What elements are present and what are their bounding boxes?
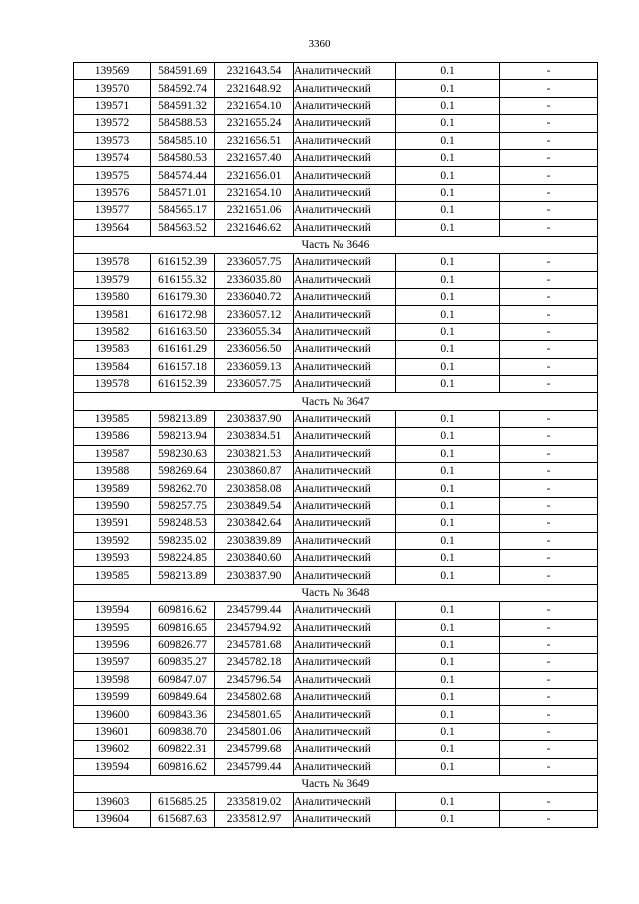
x-coordinate-cell: 615687.63 [151, 810, 215, 827]
method-cell: Аналитический [294, 532, 396, 549]
x-coordinate-cell: 598224.85 [151, 549, 215, 566]
table-row [74, 132, 598, 149]
method-cell: Аналитический [294, 462, 396, 479]
accuracy-cell: 0.1 [396, 63, 500, 80]
table-row [74, 810, 598, 827]
table-row [74, 306, 598, 323]
description-cell: - [500, 80, 598, 97]
point-number-cell: 139580 [74, 289, 151, 306]
x-coordinate-cell: 598257.75 [151, 497, 215, 514]
description-cell: - [500, 480, 598, 497]
method-cell: Аналитический [294, 689, 396, 706]
method-cell: Аналитический [294, 358, 396, 375]
method-cell: Аналитический [294, 758, 396, 775]
accuracy-cell: 0.1 [396, 97, 500, 114]
description-cell: - [500, 445, 598, 462]
point-number-cell: 139586 [74, 428, 151, 445]
point-number-cell: 139576 [74, 184, 151, 201]
accuracy-cell: 0.1 [396, 532, 500, 549]
point-number-cell: 139604 [74, 810, 151, 827]
x-coordinate-cell: 584574.44 [151, 167, 215, 184]
accuracy-cell: 0.1 [396, 289, 500, 306]
description-cell: - [500, 602, 598, 619]
table-row [74, 462, 598, 479]
table-row [74, 323, 598, 340]
description-cell: - [500, 306, 598, 323]
table-row [74, 254, 598, 271]
x-coordinate-cell: 609816.62 [151, 758, 215, 775]
y-coordinate-cell: 2321657.40 [215, 149, 294, 166]
y-coordinate-cell: 2303834.51 [215, 428, 294, 445]
method-cell: Аналитический [294, 271, 396, 288]
accuracy-cell: 0.1 [396, 184, 500, 201]
method-cell: Аналитический [294, 254, 396, 271]
point-number-cell: 139570 [74, 80, 151, 97]
description-cell: - [500, 202, 598, 219]
method-cell: Аналитический [294, 341, 396, 358]
table-row [74, 376, 598, 393]
x-coordinate-cell: 598262.70 [151, 480, 215, 497]
table-row [74, 167, 598, 184]
point-number-cell: 139581 [74, 306, 151, 323]
description-cell: - [500, 497, 598, 514]
description-cell: - [500, 532, 598, 549]
table-row [74, 515, 598, 532]
method-cell: Аналитический [294, 445, 396, 462]
method-cell: Аналитический [294, 619, 396, 636]
point-number-cell: 139582 [74, 323, 151, 340]
accuracy-cell: 0.1 [396, 323, 500, 340]
description-cell: - [500, 706, 598, 723]
x-coordinate-cell: 609822.31 [151, 741, 215, 758]
point-number-cell: 139591 [74, 515, 151, 532]
table-row [74, 358, 598, 375]
accuracy-cell: 0.1 [396, 654, 500, 671]
table-row [74, 758, 598, 775]
table-row [74, 689, 598, 706]
point-number-cell: 139583 [74, 341, 151, 358]
x-coordinate-cell: 616152.39 [151, 254, 215, 271]
x-coordinate-cell: 584571.01 [151, 184, 215, 201]
method-cell: Аналитический [294, 671, 396, 688]
table-row [74, 723, 598, 740]
description-cell: - [500, 376, 598, 393]
method-cell: Аналитический [294, 410, 396, 427]
table-row [74, 219, 598, 236]
accuracy-cell: 0.1 [396, 358, 500, 375]
x-coordinate-cell: 616179.30 [151, 289, 215, 306]
x-coordinate-cell: 598248.53 [151, 515, 215, 532]
y-coordinate-cell: 2345782.18 [215, 654, 294, 671]
method-cell: Аналитический [294, 810, 396, 827]
method-cell: Аналитический [294, 567, 396, 584]
table-row [74, 149, 598, 166]
y-coordinate-cell: 2345799.68 [215, 741, 294, 758]
y-coordinate-cell: 2303837.90 [215, 410, 294, 427]
method-cell: Аналитический [294, 219, 396, 236]
x-coordinate-cell: 598269.64 [151, 462, 215, 479]
y-coordinate-cell: 2303840.60 [215, 549, 294, 566]
y-coordinate-cell: 2321651.06 [215, 202, 294, 219]
y-coordinate-cell: 2345781.68 [215, 636, 294, 653]
description-cell: - [500, 184, 598, 201]
x-coordinate-cell: 598230.63 [151, 445, 215, 462]
table-row [74, 428, 598, 445]
y-coordinate-cell: 2321656.01 [215, 167, 294, 184]
method-cell: Аналитический [294, 654, 396, 671]
accuracy-cell: 0.1 [396, 167, 500, 184]
point-number-cell: 139590 [74, 497, 151, 514]
method-cell: Аналитический [294, 480, 396, 497]
description-cell: - [500, 63, 598, 80]
accuracy-cell: 0.1 [396, 219, 500, 236]
description-cell: - [500, 793, 598, 810]
x-coordinate-cell: 616152.39 [151, 376, 215, 393]
table-row [74, 63, 598, 80]
x-coordinate-cell: 609835.27 [151, 654, 215, 671]
accuracy-cell: 0.1 [396, 671, 500, 688]
x-coordinate-cell: 609816.62 [151, 602, 215, 619]
accuracy-cell: 0.1 [396, 706, 500, 723]
method-cell: Аналитический [294, 289, 396, 306]
point-number-cell: 139601 [74, 723, 151, 740]
description-cell: - [500, 97, 598, 114]
accuracy-cell: 0.1 [396, 810, 500, 827]
x-coordinate-cell: 609847.07 [151, 671, 215, 688]
description-cell: - [500, 671, 598, 688]
description-cell: - [500, 219, 598, 236]
accuracy-cell: 0.1 [396, 132, 500, 149]
y-coordinate-cell: 2345799.44 [215, 602, 294, 619]
section-row [74, 393, 598, 410]
table-row [74, 115, 598, 132]
y-coordinate-cell: 2303842.64 [215, 515, 294, 532]
method-cell: Аналитический [294, 602, 396, 619]
section-title: Часть № 3648 [74, 584, 598, 601]
point-number-cell: 139602 [74, 741, 151, 758]
point-number-cell: 139595 [74, 619, 151, 636]
method-cell: Аналитический [294, 706, 396, 723]
method-cell: Аналитический [294, 497, 396, 514]
y-coordinate-cell: 2321646.62 [215, 219, 294, 236]
coordinates-table-body [74, 63, 598, 828]
x-coordinate-cell: 598213.94 [151, 428, 215, 445]
description-cell: - [500, 549, 598, 566]
method-cell: Аналитический [294, 80, 396, 97]
method-cell: Аналитический [294, 184, 396, 201]
y-coordinate-cell: 2321656.51 [215, 132, 294, 149]
y-coordinate-cell: 2336056.50 [215, 341, 294, 358]
table-row [74, 341, 598, 358]
point-number-cell: 139585 [74, 567, 151, 584]
y-coordinate-cell: 2345802.68 [215, 689, 294, 706]
point-number-cell: 139574 [74, 149, 151, 166]
point-number-cell: 139573 [74, 132, 151, 149]
method-cell: Аналитический [294, 63, 396, 80]
y-coordinate-cell: 2303821.53 [215, 445, 294, 462]
accuracy-cell: 0.1 [396, 428, 500, 445]
point-number-cell: 139597 [74, 654, 151, 671]
accuracy-cell: 0.1 [396, 723, 500, 740]
accuracy-cell: 0.1 [396, 549, 500, 566]
method-cell: Аналитический [294, 741, 396, 758]
description-cell: - [500, 636, 598, 653]
description-cell: - [500, 271, 598, 288]
description-cell: - [500, 428, 598, 445]
description-cell: - [500, 323, 598, 340]
accuracy-cell: 0.1 [396, 410, 500, 427]
point-number-cell: 139585 [74, 410, 151, 427]
description-cell: - [500, 723, 598, 740]
description-cell: - [500, 149, 598, 166]
accuracy-cell: 0.1 [396, 202, 500, 219]
y-coordinate-cell: 2336059.13 [215, 358, 294, 375]
description-cell: - [500, 167, 598, 184]
section-title: Часть № 3647 [74, 393, 598, 410]
description-cell: - [500, 654, 598, 671]
table-row [74, 480, 598, 497]
x-coordinate-cell: 598213.89 [151, 567, 215, 584]
section-row [74, 584, 598, 601]
coordinates-table [73, 62, 598, 828]
point-number-cell: 139588 [74, 462, 151, 479]
table-row [74, 602, 598, 619]
description-cell: - [500, 410, 598, 427]
x-coordinate-cell: 616155.32 [151, 271, 215, 288]
x-coordinate-cell: 598213.89 [151, 410, 215, 427]
point-number-cell: 139569 [74, 63, 151, 80]
y-coordinate-cell: 2345794.92 [215, 619, 294, 636]
method-cell: Аналитический [294, 515, 396, 532]
point-number-cell: 139603 [74, 793, 151, 810]
point-number-cell: 139596 [74, 636, 151, 653]
table-row [74, 636, 598, 653]
point-number-cell: 139564 [74, 219, 151, 236]
table-row [74, 289, 598, 306]
y-coordinate-cell: 2345801.65 [215, 706, 294, 723]
accuracy-cell: 0.1 [396, 741, 500, 758]
y-coordinate-cell: 2336040.72 [215, 289, 294, 306]
section-row [74, 776, 598, 793]
point-number-cell: 139579 [74, 271, 151, 288]
x-coordinate-cell: 616172.98 [151, 306, 215, 323]
accuracy-cell: 0.1 [396, 619, 500, 636]
point-number-cell: 139584 [74, 358, 151, 375]
method-cell: Аналитический [294, 376, 396, 393]
x-coordinate-cell: 598235.02 [151, 532, 215, 549]
method-cell: Аналитический [294, 323, 396, 340]
x-coordinate-cell: 584563.52 [151, 219, 215, 236]
x-coordinate-cell: 616157.18 [151, 358, 215, 375]
point-number-cell: 139599 [74, 689, 151, 706]
section-title: Часть № 3646 [74, 236, 598, 253]
point-number-cell: 139578 [74, 254, 151, 271]
method-cell: Аналитический [294, 549, 396, 566]
x-coordinate-cell: 616161.29 [151, 341, 215, 358]
x-coordinate-cell: 609843.36 [151, 706, 215, 723]
point-number-cell: 139571 [74, 97, 151, 114]
accuracy-cell: 0.1 [396, 445, 500, 462]
x-coordinate-cell: 609816.65 [151, 619, 215, 636]
accuracy-cell: 0.1 [396, 254, 500, 271]
description-cell: - [500, 289, 598, 306]
point-number-cell: 139572 [74, 115, 151, 132]
method-cell: Аналитический [294, 115, 396, 132]
x-coordinate-cell: 584585.10 [151, 132, 215, 149]
y-coordinate-cell: 2345799.44 [215, 758, 294, 775]
description-cell: - [500, 810, 598, 827]
description-cell: - [500, 254, 598, 271]
method-cell: Аналитический [294, 428, 396, 445]
x-coordinate-cell: 609849.64 [151, 689, 215, 706]
table-row [74, 532, 598, 549]
x-coordinate-cell: 584565.17 [151, 202, 215, 219]
table-row [74, 741, 598, 758]
description-cell: - [500, 132, 598, 149]
y-coordinate-cell: 2303849.54 [215, 497, 294, 514]
point-number-cell: 139589 [74, 480, 151, 497]
method-cell: Аналитический [294, 149, 396, 166]
accuracy-cell: 0.1 [396, 462, 500, 479]
x-coordinate-cell: 584591.69 [151, 63, 215, 80]
y-coordinate-cell: 2321648.92 [215, 80, 294, 97]
point-number-cell: 139594 [74, 758, 151, 775]
x-coordinate-cell: 615685.25 [151, 793, 215, 810]
table-row [74, 706, 598, 723]
y-coordinate-cell: 2336055.34 [215, 323, 294, 340]
accuracy-cell: 0.1 [396, 271, 500, 288]
description-cell: - [500, 567, 598, 584]
page-number: 3360 [308, 38, 331, 50]
description-cell: - [500, 115, 598, 132]
point-number-cell: 139587 [74, 445, 151, 462]
y-coordinate-cell: 2336057.75 [215, 376, 294, 393]
accuracy-cell: 0.1 [396, 115, 500, 132]
table-row [74, 445, 598, 462]
accuracy-cell: 0.1 [396, 793, 500, 810]
accuracy-cell: 0.1 [396, 636, 500, 653]
accuracy-cell: 0.1 [396, 602, 500, 619]
point-number-cell: 139578 [74, 376, 151, 393]
y-coordinate-cell: 2335819.02 [215, 793, 294, 810]
accuracy-cell: 0.1 [396, 515, 500, 532]
point-number-cell: 139593 [74, 549, 151, 566]
accuracy-cell: 0.1 [396, 689, 500, 706]
method-cell: Аналитический [294, 306, 396, 323]
accuracy-cell: 0.1 [396, 758, 500, 775]
method-cell: Аналитический [294, 202, 396, 219]
description-cell: - [500, 619, 598, 636]
description-cell: - [500, 741, 598, 758]
y-coordinate-cell: 2303858.08 [215, 480, 294, 497]
point-number-cell: 139575 [74, 167, 151, 184]
section-row [74, 236, 598, 253]
table-row [74, 619, 598, 636]
description-cell: - [500, 689, 598, 706]
table-row [74, 671, 598, 688]
x-coordinate-cell: 584580.53 [151, 149, 215, 166]
x-coordinate-cell: 584592.74 [151, 80, 215, 97]
table-row [74, 184, 598, 201]
y-coordinate-cell: 2336035.80 [215, 271, 294, 288]
description-cell: - [500, 358, 598, 375]
method-cell: Аналитический [294, 793, 396, 810]
y-coordinate-cell: 2345801.06 [215, 723, 294, 740]
section-title: Часть № 3649 [74, 776, 598, 793]
x-coordinate-cell: 616163.50 [151, 323, 215, 340]
y-coordinate-cell: 2321643.54 [215, 63, 294, 80]
table-row [74, 497, 598, 514]
y-coordinate-cell: 2336057.12 [215, 306, 294, 323]
description-cell: - [500, 515, 598, 532]
description-cell: - [500, 758, 598, 775]
table-row [74, 567, 598, 584]
table-row [74, 80, 598, 97]
point-number-cell: 139600 [74, 706, 151, 723]
y-coordinate-cell: 2321654.10 [215, 97, 294, 114]
table-row [74, 549, 598, 566]
accuracy-cell: 0.1 [396, 80, 500, 97]
method-cell: Аналитический [294, 167, 396, 184]
table-row [74, 410, 598, 427]
table-row [74, 271, 598, 288]
accuracy-cell: 0.1 [396, 341, 500, 358]
point-number-cell: 139577 [74, 202, 151, 219]
accuracy-cell: 0.1 [396, 306, 500, 323]
point-number-cell: 139598 [74, 671, 151, 688]
y-coordinate-cell: 2321655.24 [215, 115, 294, 132]
method-cell: Аналитический [294, 636, 396, 653]
accuracy-cell: 0.1 [396, 149, 500, 166]
x-coordinate-cell: 584591.32 [151, 97, 215, 114]
table-row [74, 202, 598, 219]
accuracy-cell: 0.1 [396, 480, 500, 497]
y-coordinate-cell: 2303837.90 [215, 567, 294, 584]
y-coordinate-cell: 2345796.54 [215, 671, 294, 688]
accuracy-cell: 0.1 [396, 497, 500, 514]
y-coordinate-cell: 2303860.87 [215, 462, 294, 479]
description-cell: - [500, 341, 598, 358]
x-coordinate-cell: 584588.53 [151, 115, 215, 132]
y-coordinate-cell: 2335812.97 [215, 810, 294, 827]
description-cell: - [500, 462, 598, 479]
x-coordinate-cell: 609826.77 [151, 636, 215, 653]
method-cell: Аналитический [294, 97, 396, 114]
y-coordinate-cell: 2303839.89 [215, 532, 294, 549]
y-coordinate-cell: 2321654.10 [215, 184, 294, 201]
accuracy-cell: 0.1 [396, 567, 500, 584]
x-coordinate-cell: 609838.70 [151, 723, 215, 740]
method-cell: Аналитический [294, 132, 396, 149]
accuracy-cell: 0.1 [396, 376, 500, 393]
method-cell: Аналитический [294, 723, 396, 740]
table-row [74, 97, 598, 114]
point-number-cell: 139594 [74, 602, 151, 619]
table-row [74, 793, 598, 810]
y-coordinate-cell: 2336057.75 [215, 254, 294, 271]
table-row [74, 654, 598, 671]
point-number-cell: 139592 [74, 532, 151, 549]
